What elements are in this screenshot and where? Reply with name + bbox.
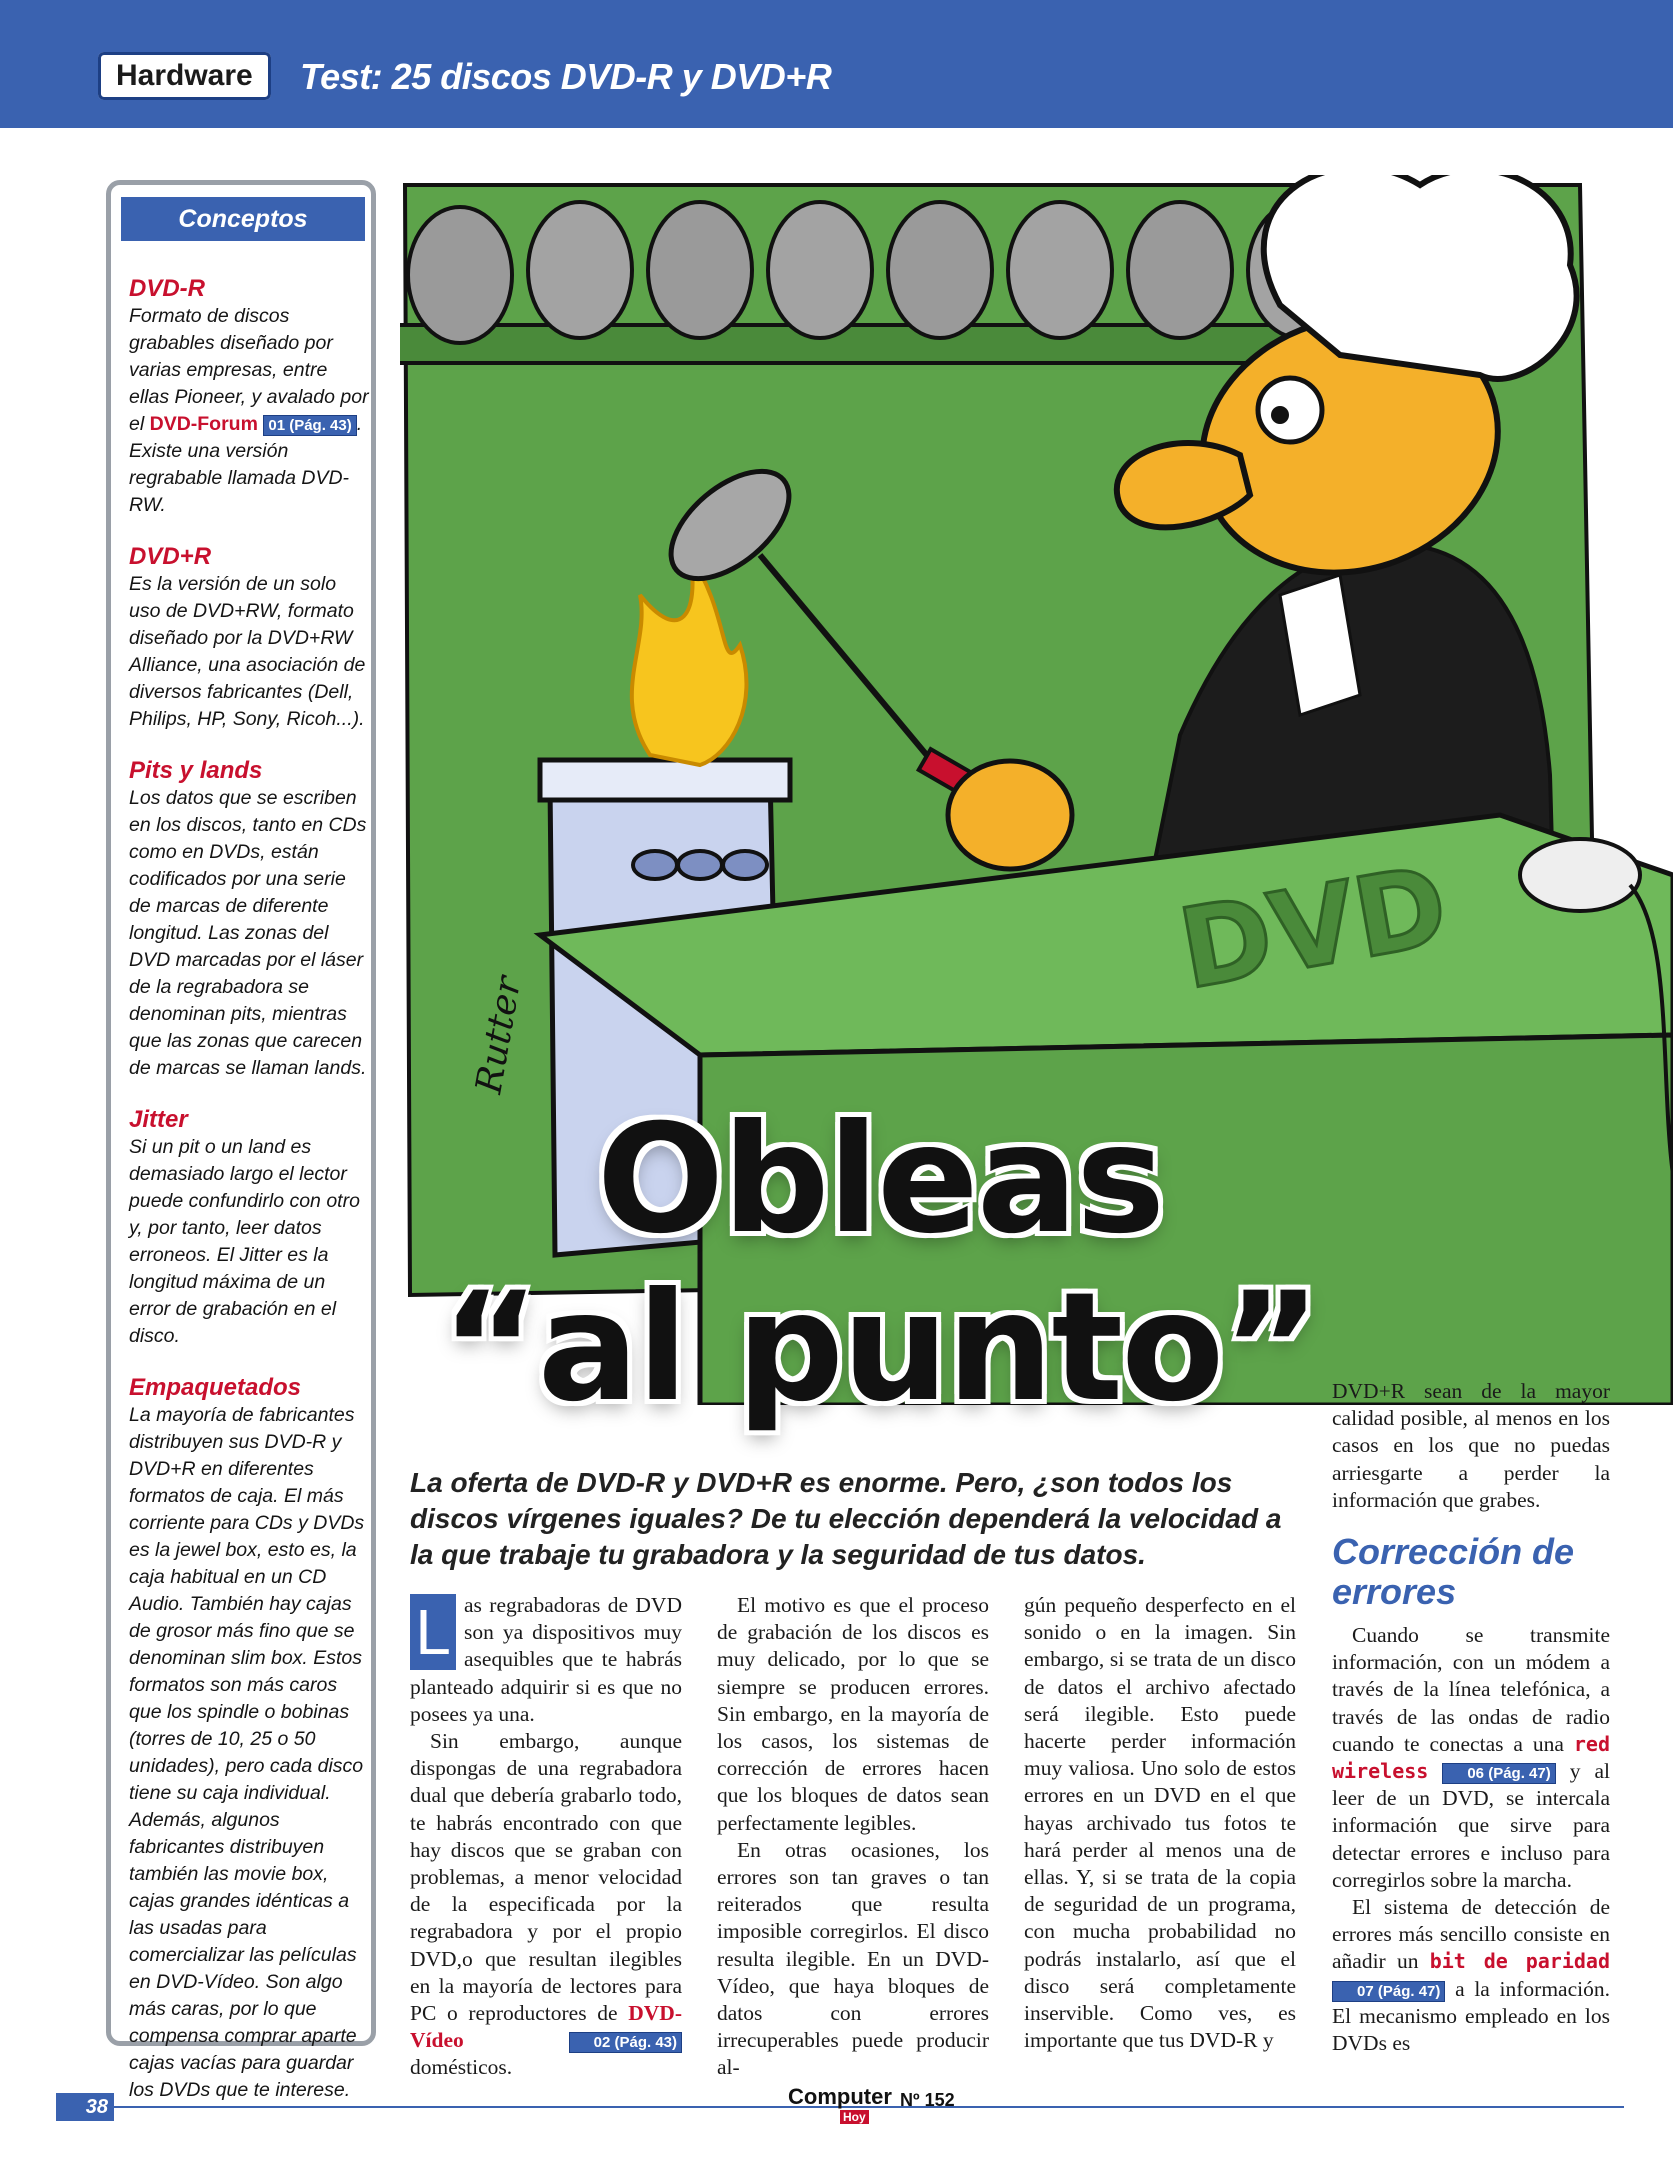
stove-knob — [723, 851, 767, 879]
shelf-disc — [408, 207, 512, 343]
page-number: 38 — [56, 2093, 114, 2121]
drop-cap: L — [410, 1594, 456, 1670]
paragraph — [1332, 1894, 1610, 2057]
concepts-list — [129, 275, 369, 2128]
paragraph-text: y al leer de un DVD, se intercala información que sirve para detectar errores e incluso para corregirlos sobre la marcha. — [1332, 1759, 1610, 1892]
shelf-disc — [528, 202, 632, 338]
article-column-1 — [410, 1592, 682, 2082]
keyword-link[interactable]: DVD-Forum — [149, 413, 258, 435]
headline-line-1: Obleas — [596, 1093, 1164, 1267]
shelf-disc — [768, 202, 872, 338]
shelf-disc — [648, 202, 752, 338]
concept-item — [129, 1106, 369, 1350]
chef-pupil — [1271, 406, 1289, 424]
subheading: Corrección de errores — [1332, 1531, 1575, 1613]
page-title: Test: 25 discos DVD-R y DVD+R — [300, 56, 832, 97]
artist-signature: Rutter — [468, 973, 530, 1097]
paragraph-text: Sin embargo, aunque dispongas de una regrabadora dual que debería grabarlo todo, te habrás encontrado con que hay discos que se graban con problemas, a menor velocidad de la especificada por la regrabadora y por el propio DVD,o que resultan ilegibles en la mayoría de lectores para PC o reproductores de — [410, 1729, 682, 2026]
headline-line-2: “al punto” — [441, 1261, 1319, 1435]
concept-text-part: . Existe una versión regrabable llamada DVD-RW. — [129, 413, 363, 516]
stove-knob — [678, 851, 722, 879]
paragraph: DVD+R sean de la mayor calidad posible, al menos en los casos en los que no puedas arriesgarte a perder la información que grabes. — [1332, 1379, 1610, 1512]
keyword-link[interactable]: red wireless — [1332, 1731, 1610, 1784]
concept-term: Pits y lands — [129, 757, 263, 784]
paragraph-text: domésticos. — [410, 2055, 513, 2080]
concept-term: DVD-R — [129, 275, 205, 302]
concept-item — [129, 275, 369, 519]
concept-text: Si un pit o un land es demasiado largo el lector puede confundirlo con otro y, por tanto, leer datos erroneos. El Jitter es la longitud máxima de un error de grabación en el disco. — [129, 1136, 360, 1347]
concept-text — [129, 303, 369, 519]
keyword-link[interactable]: bit de paridad — [1429, 1949, 1611, 1974]
magazine-logo: Computer — [788, 2084, 892, 2109]
page-reference[interactable]: 02 (Pág. 43) — [569, 2032, 682, 2053]
concept-term: Jitter — [129, 1106, 188, 1133]
computer-mouse — [1520, 839, 1640, 911]
paragraph — [410, 1592, 682, 1728]
concept-text: La mayoría de fabricantes distribuyen sus DVD-R y DVD+R en diferentes formatos de caja. El más corriente para CDs y DVDs es la jewel box, esto es, la caja habitual en un CD Audio. También hay cajas de grosor más fino que se denominan slim box. Estos formatos son más caros que los spindle o bobinas (torres de 10, 25 o 50 unidades), pero cada disco tiene su caja individual. Además, algunos fabricantes distribuyen también las movie box, cajas grandes idénticas a las usadas para comercializar las películas en DVD-Vídeo. Son algo más caras, por lo que compensa comprar aparte cajas vacías para guardar los DVDs que te interese. — [129, 1404, 365, 2101]
shelf-disc — [888, 202, 992, 338]
stove-knob — [633, 851, 677, 879]
concept-text-part: Formato de discos grabables diseñado por varias empresas, entre ellas Pioneer, y avalado por el — [129, 305, 369, 435]
sidebar-title: Conceptos — [121, 197, 365, 241]
concept-term: DVD+R — [129, 543, 212, 570]
page-reference[interactable]: 07 (Pág. 47) — [1332, 1981, 1445, 2002]
paragraph — [1332, 1622, 1610, 1894]
counter-dvd-label: DVD — [1170, 841, 1457, 1014]
keyword-link[interactable]: DVD-Vídeo — [410, 2001, 682, 2053]
concept-text: Es la versión de un solo uso de DVD+RW, formato diseñado por la DVD+RW Alliance, una asociación de diversos fabricantes (Dell, Philips, HP, Sony, Ricoh...). — [129, 573, 366, 730]
chef-hand — [948, 761, 1072, 869]
shelf-disc — [1008, 202, 1112, 338]
paragraph-text: a la información. El mecanismo empleado en los DVDs es — [1332, 1976, 1610, 2056]
paragraph-text: as regrabadoras de DVD son ya dispositivos muy asequibles que te habrás planteado adquirir si es que no posees ya una. — [410, 1593, 682, 1726]
article-lead: La oferta de DVD-R y DVD+R es enorme. Pero, ¿son todos los discos vírgenes iguales? De tu elección dependerá la velocidad a la que trabaje tu grabadora y la seguridad de tus datos. — [410, 1467, 1282, 1570]
concepts-sidebar — [106, 180, 376, 2101]
magazine-logo-sub: Hoy — [840, 2110, 869, 2124]
paragraph: gún pequeño desperfecto en el sonido o en la imagen. Sin embargo, si se trata de un disco de datos el archivo afectado será ilegible. Esto puede hacerte perder información muy valiosa. Uno solo de estos errores en un DVD en el que hayas archivado tus fotos te hará perder al menos una de ellas. Y, si se trata de la copia de seguridad de un programa, con mucha probabilidad no podrás instalarlo, así que el disco será completamente inservible. Como ves, es importante que tus DVD-R y — [1024, 1593, 1296, 2053]
issue-number: Nº 152 — [900, 2090, 955, 2110]
stove-knobs — [633, 851, 767, 879]
concept-text: Los datos que se escriben en los discos, tanto en CDs como en DVDs, están codificados por una serie de marcas de diferente longitud. Las zonas del DVD marcadas por el láser de la regrabadora se denominan pits, mientras que las zonas que carecen de marcas se llaman lands. — [129, 787, 367, 1079]
paragraph-text: El sistema de detección de errores más sencillo consiste en añadir un — [1332, 1895, 1610, 1974]
section-tag: Hardware — [98, 52, 271, 100]
paragraph: En otras ocasiones, los errores son tan graves o tan reiterados que resulta imposible corregirlos. El disco resulta ilegible. En un DVD-Vídeo, que haya bloques de datos con errores irrecuperables puede producir al- — [717, 1837, 989, 2080]
paragraph: El motivo es que el proceso de grabación de los discos es muy delicado, por lo que se siempre se producen errores. Sin embargo, en la mayoría de los casos, los sistemas de corrección de errores hacen que los bloques de datos sean perfectamente legibles. — [717, 1593, 989, 1835]
headline — [400, 1093, 1360, 1435]
concept-item — [129, 1374, 369, 2104]
article-column-3 — [1024, 1592, 1296, 2054]
concept-item — [129, 543, 369, 733]
article-column-4 — [1332, 1378, 1610, 2057]
chef-eye — [1258, 378, 1322, 442]
article-column-2 — [717, 1592, 989, 2082]
stove-top — [540, 760, 790, 800]
concept-item — [129, 757, 369, 1082]
page-reference[interactable]: 06 (Pág. 47) — [1442, 1763, 1555, 1784]
header-band — [0, 0, 1673, 128]
paragraph-text: Cuando se transmite información, con un módem a través de la línea telefónica, a través de las ondas de radio cuando te conectas a una — [1332, 1623, 1610, 1756]
concept-term: Empaquetados — [129, 1374, 302, 1401]
paragraph — [410, 1728, 682, 2082]
shelf-disc — [1128, 202, 1232, 338]
page-reference[interactable]: 01 (Pág. 43) — [263, 415, 356, 436]
